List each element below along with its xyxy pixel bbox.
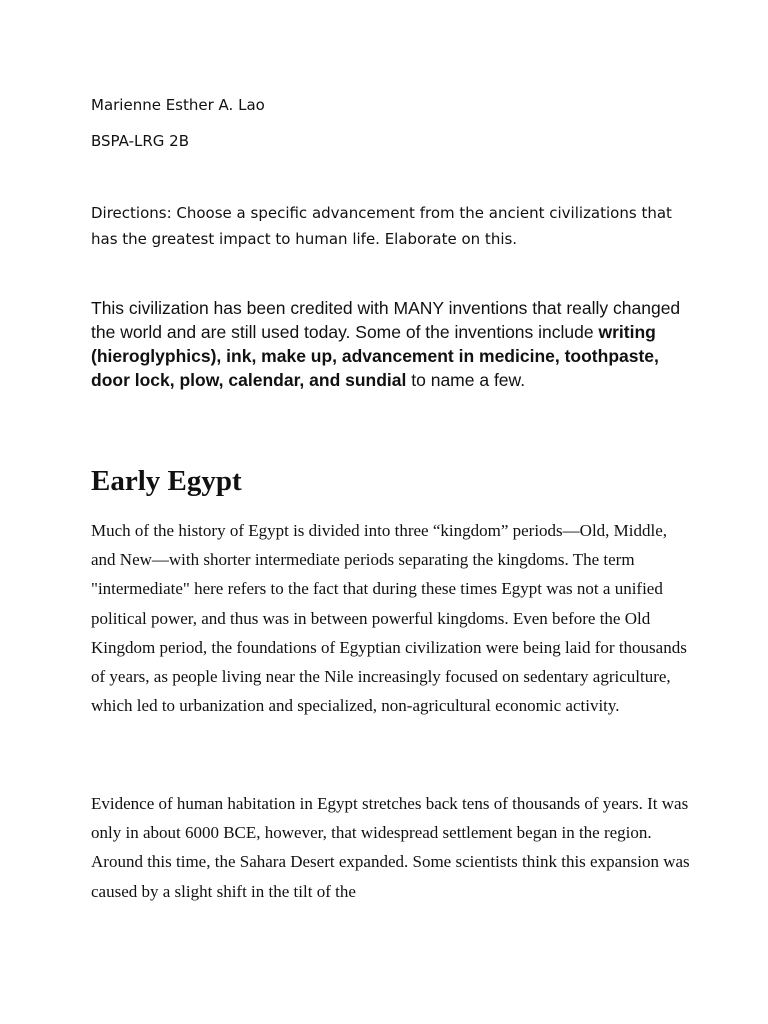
intro-text-start: This civilization has been credited with MANY inventions that really changed the world and are still used today. Some of the inventions include	[91, 298, 681, 342]
class-section: BSPA-LRG 2B	[91, 132, 189, 150]
intro-inventions-list: writing (hieroglyphics), ink, make up, advancement in medicine, toothpaste, door lock, plow, calendar, and sundial	[91, 322, 659, 390]
author-name: Marienne Esther A. Lao	[91, 96, 265, 114]
intro-paragraph	[91, 296, 681, 392]
intro-text-end: to name a few.	[406, 370, 526, 390]
body-paragraph-1: Much of the history of Egypt is divided into three “kingdom” periods—Old, Middle, and New—with shorter intermediate periods separating the kingdoms. The term "intermediate" here refers to the fact that during these times Egypt was not a unified political power, and thus was in between powerful kingdoms. Even before the Old Kingdom period, the foundations of Egyptian civilization were being laid for thousands of years, as people living near the Nile increasingly focused on sedentary agriculture, which led to urbanization and specialized, non-agricultural economic activity.	[91, 521, 687, 716]
directions-text: Directions: Choose a specific advancement from the ancient civilizations that has the greatest impact to human life. Elaborate on this.	[91, 204, 672, 248]
section-title: Early Egypt	[91, 465, 242, 497]
body-paragraph-2: Evidence of human habitation in Egypt stretches back tens of thousands of years. It was only in about 6000 BCE, however, that widespread settlement began in the region. Around this time, the Sahara Desert expanded. Some scientists think this expansion was caused by a slight shift in the tilt of the	[91, 794, 690, 901]
